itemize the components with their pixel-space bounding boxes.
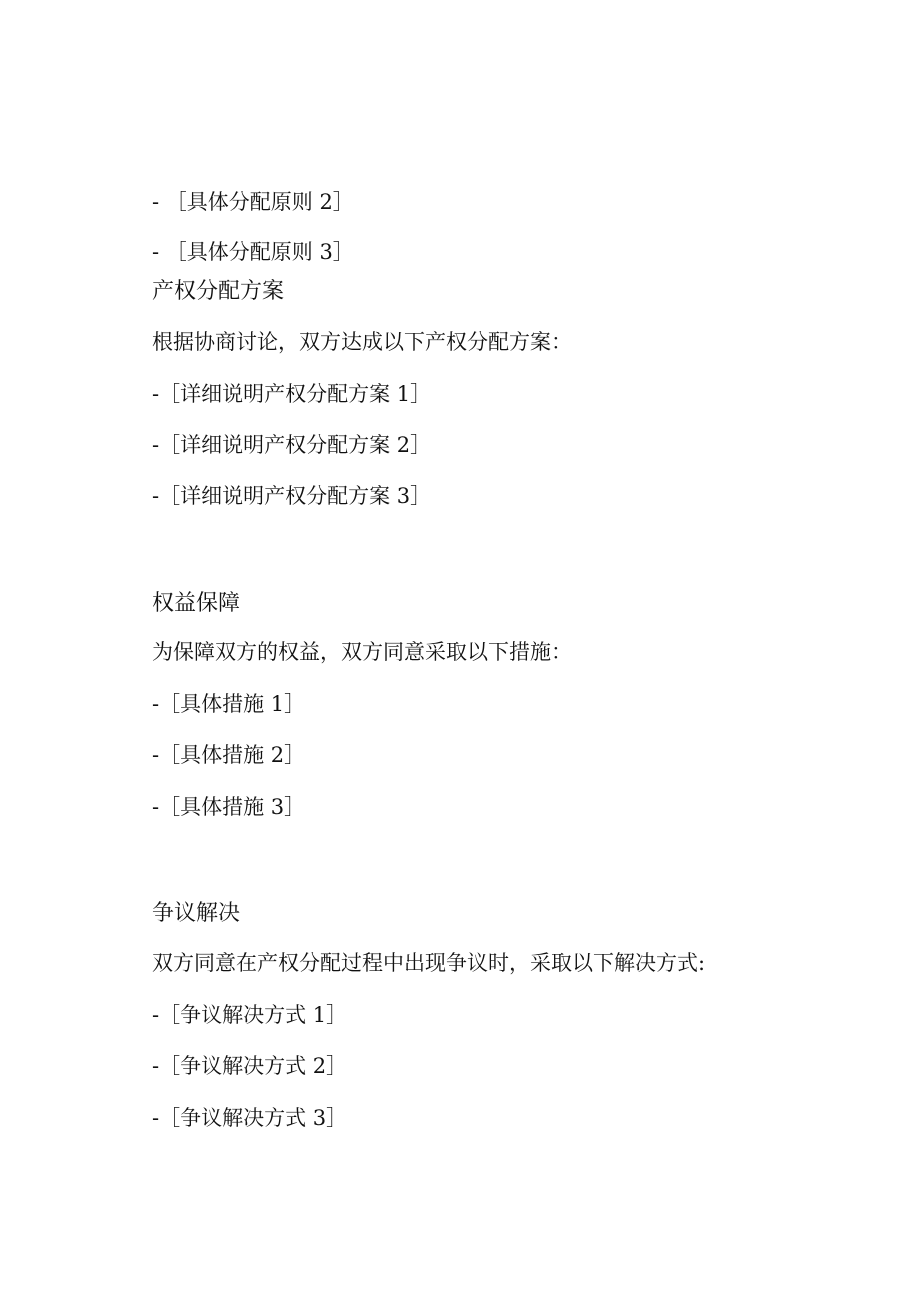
list-item: -［具体措施 1］	[152, 692, 306, 716]
list-item: - ［具体分配原则 3］	[152, 240, 354, 264]
list-item: -［详细说明产权分配方案 3］	[152, 484, 432, 508]
list-item: -［争议解决方式 2］	[152, 1054, 348, 1078]
section-heading: 权益保障	[152, 591, 241, 616]
list-item: -［争议解决方式 1］	[152, 1003, 348, 1027]
section-lead: 为保障双方的权益，双方同意采取以下措施：	[152, 640, 572, 664]
section-heading: 产权分配方案	[152, 279, 285, 304]
section-lead: 根据协商讨论，双方达成以下产权分配方案：	[152, 330, 572, 354]
list-item: -［具体措施 3］	[152, 795, 306, 819]
list-item: -［具体措施 2］	[152, 743, 306, 767]
section-lead: 双方同意在产权分配过程中出现争议时，采取以下解决方式:	[152, 951, 706, 975]
list-item: -［争议解决方式 3］	[152, 1106, 348, 1130]
section-heading: 争议解决	[152, 901, 241, 926]
list-item: - ［具体分配原则 2］	[152, 190, 354, 214]
list-item: -［详细说明产权分配方案 1］	[152, 382, 432, 406]
list-item: -［详细说明产权分配方案 2］	[152, 433, 432, 457]
